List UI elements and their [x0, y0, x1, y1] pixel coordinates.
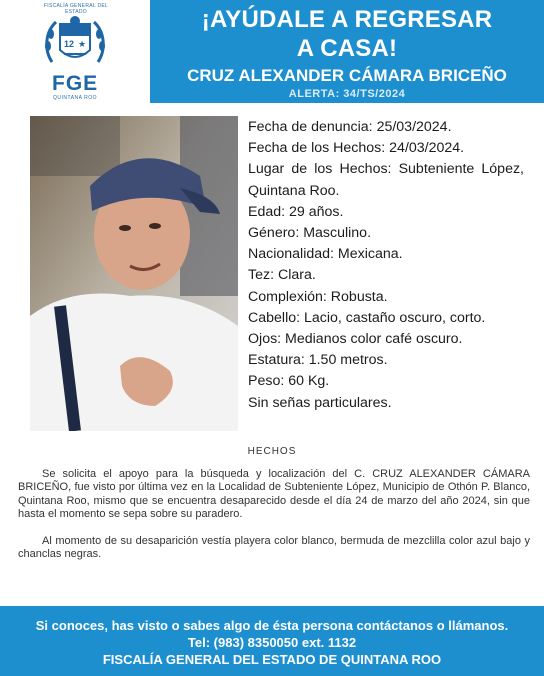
missing-person-photo — [30, 116, 238, 431]
logo-wordmark: FGE — [52, 72, 99, 95]
detail-height: Estatura: 1.50 metros. — [248, 352, 388, 369]
detail-event-place: Lugar de los Hechos: Subteniente López, Quintana Roo. — [248, 161, 524, 199]
headline-line-1: ¡AYÚDALE A REGRESAR — [201, 6, 493, 33]
detail-event-date: Fecha de los Hechos: 24/03/2024. — [248, 140, 465, 157]
detail-hair: Cabello: Lacio, castaño oscuro, corto. — [248, 309, 486, 326]
detail-weight: Peso: 60 Kg. — [248, 373, 330, 390]
detail-complexion-tone: Tez: Clara. — [248, 267, 316, 284]
hechos-paragraph-2: Al momento de su desaparición vestía playera color blanco, bermuda de mezclilla color azul bajo y chanclas negras. — [18, 535, 530, 561]
contact-phone: Tel: (983) 8350050 ext. 1132 — [187, 635, 357, 650]
fge-logo — [0, 0, 150, 103]
detail-marks: Sin señas particulares. — [248, 394, 392, 411]
contact-appeal: Si conoces, has visto o sabes algo de ésta persona contáctanos o llámanos. — [35, 618, 509, 633]
detail-build: Complexión: Robusta. — [248, 288, 388, 305]
hechos-paragraph-1: Se solicita el apoyo para la búsqueda y localización del C. CRUZ ALEXANDER CÁMARA BRICEÑO, fue visto por última vez en la Localidad de Subteniente López, Municipio de Othón P. Blanco, Quintana Roo, mismo que se encuentra desaparecido desde el día 24 de marzo del año 2024, sin que hasta el momento se sepa sobre su paradero. — [18, 468, 530, 520]
hechos-narrative — [18, 468, 530, 562]
footer-agency-name: FISCALÍA GENERAL DEL ESTADO DE QUINTANA ROO — [102, 652, 442, 667]
person-photo-image — [30, 116, 238, 431]
hechos-heading: HECHOS — [247, 446, 297, 457]
header-banner — [150, 0, 544, 103]
logo-caption: FISCALÍA GENERAL DEL ESTADO — [43, 3, 109, 15]
detail-age: Edad: 29 años. — [248, 203, 344, 220]
headline-line-2: A CASA! — [296, 35, 398, 62]
svg-text:★: ★ — [78, 39, 87, 49]
alert-code: ALERTA: 34/TS/2024 — [288, 88, 406, 100]
detail-nationality: Nacionalidad: Mexicana. — [248, 246, 403, 263]
person-name: CRUZ ALEXANDER CÁMARA BRICEÑO — [187, 66, 507, 85]
detail-eyes: Ojos: Medianos color café oscuro. — [248, 331, 463, 348]
svg-text:12: 12 — [64, 39, 75, 49]
logo-state-caption: QUINTANA ROO — [53, 95, 97, 101]
person-details — [248, 117, 524, 414]
detail-gender: Género: Masculino. — [248, 225, 372, 242]
contact-footer — [0, 606, 544, 676]
state-emblem-icon — [42, 16, 108, 74]
detail-report-date: Fecha de denuncia: 25/03/2024. — [248, 119, 452, 135]
